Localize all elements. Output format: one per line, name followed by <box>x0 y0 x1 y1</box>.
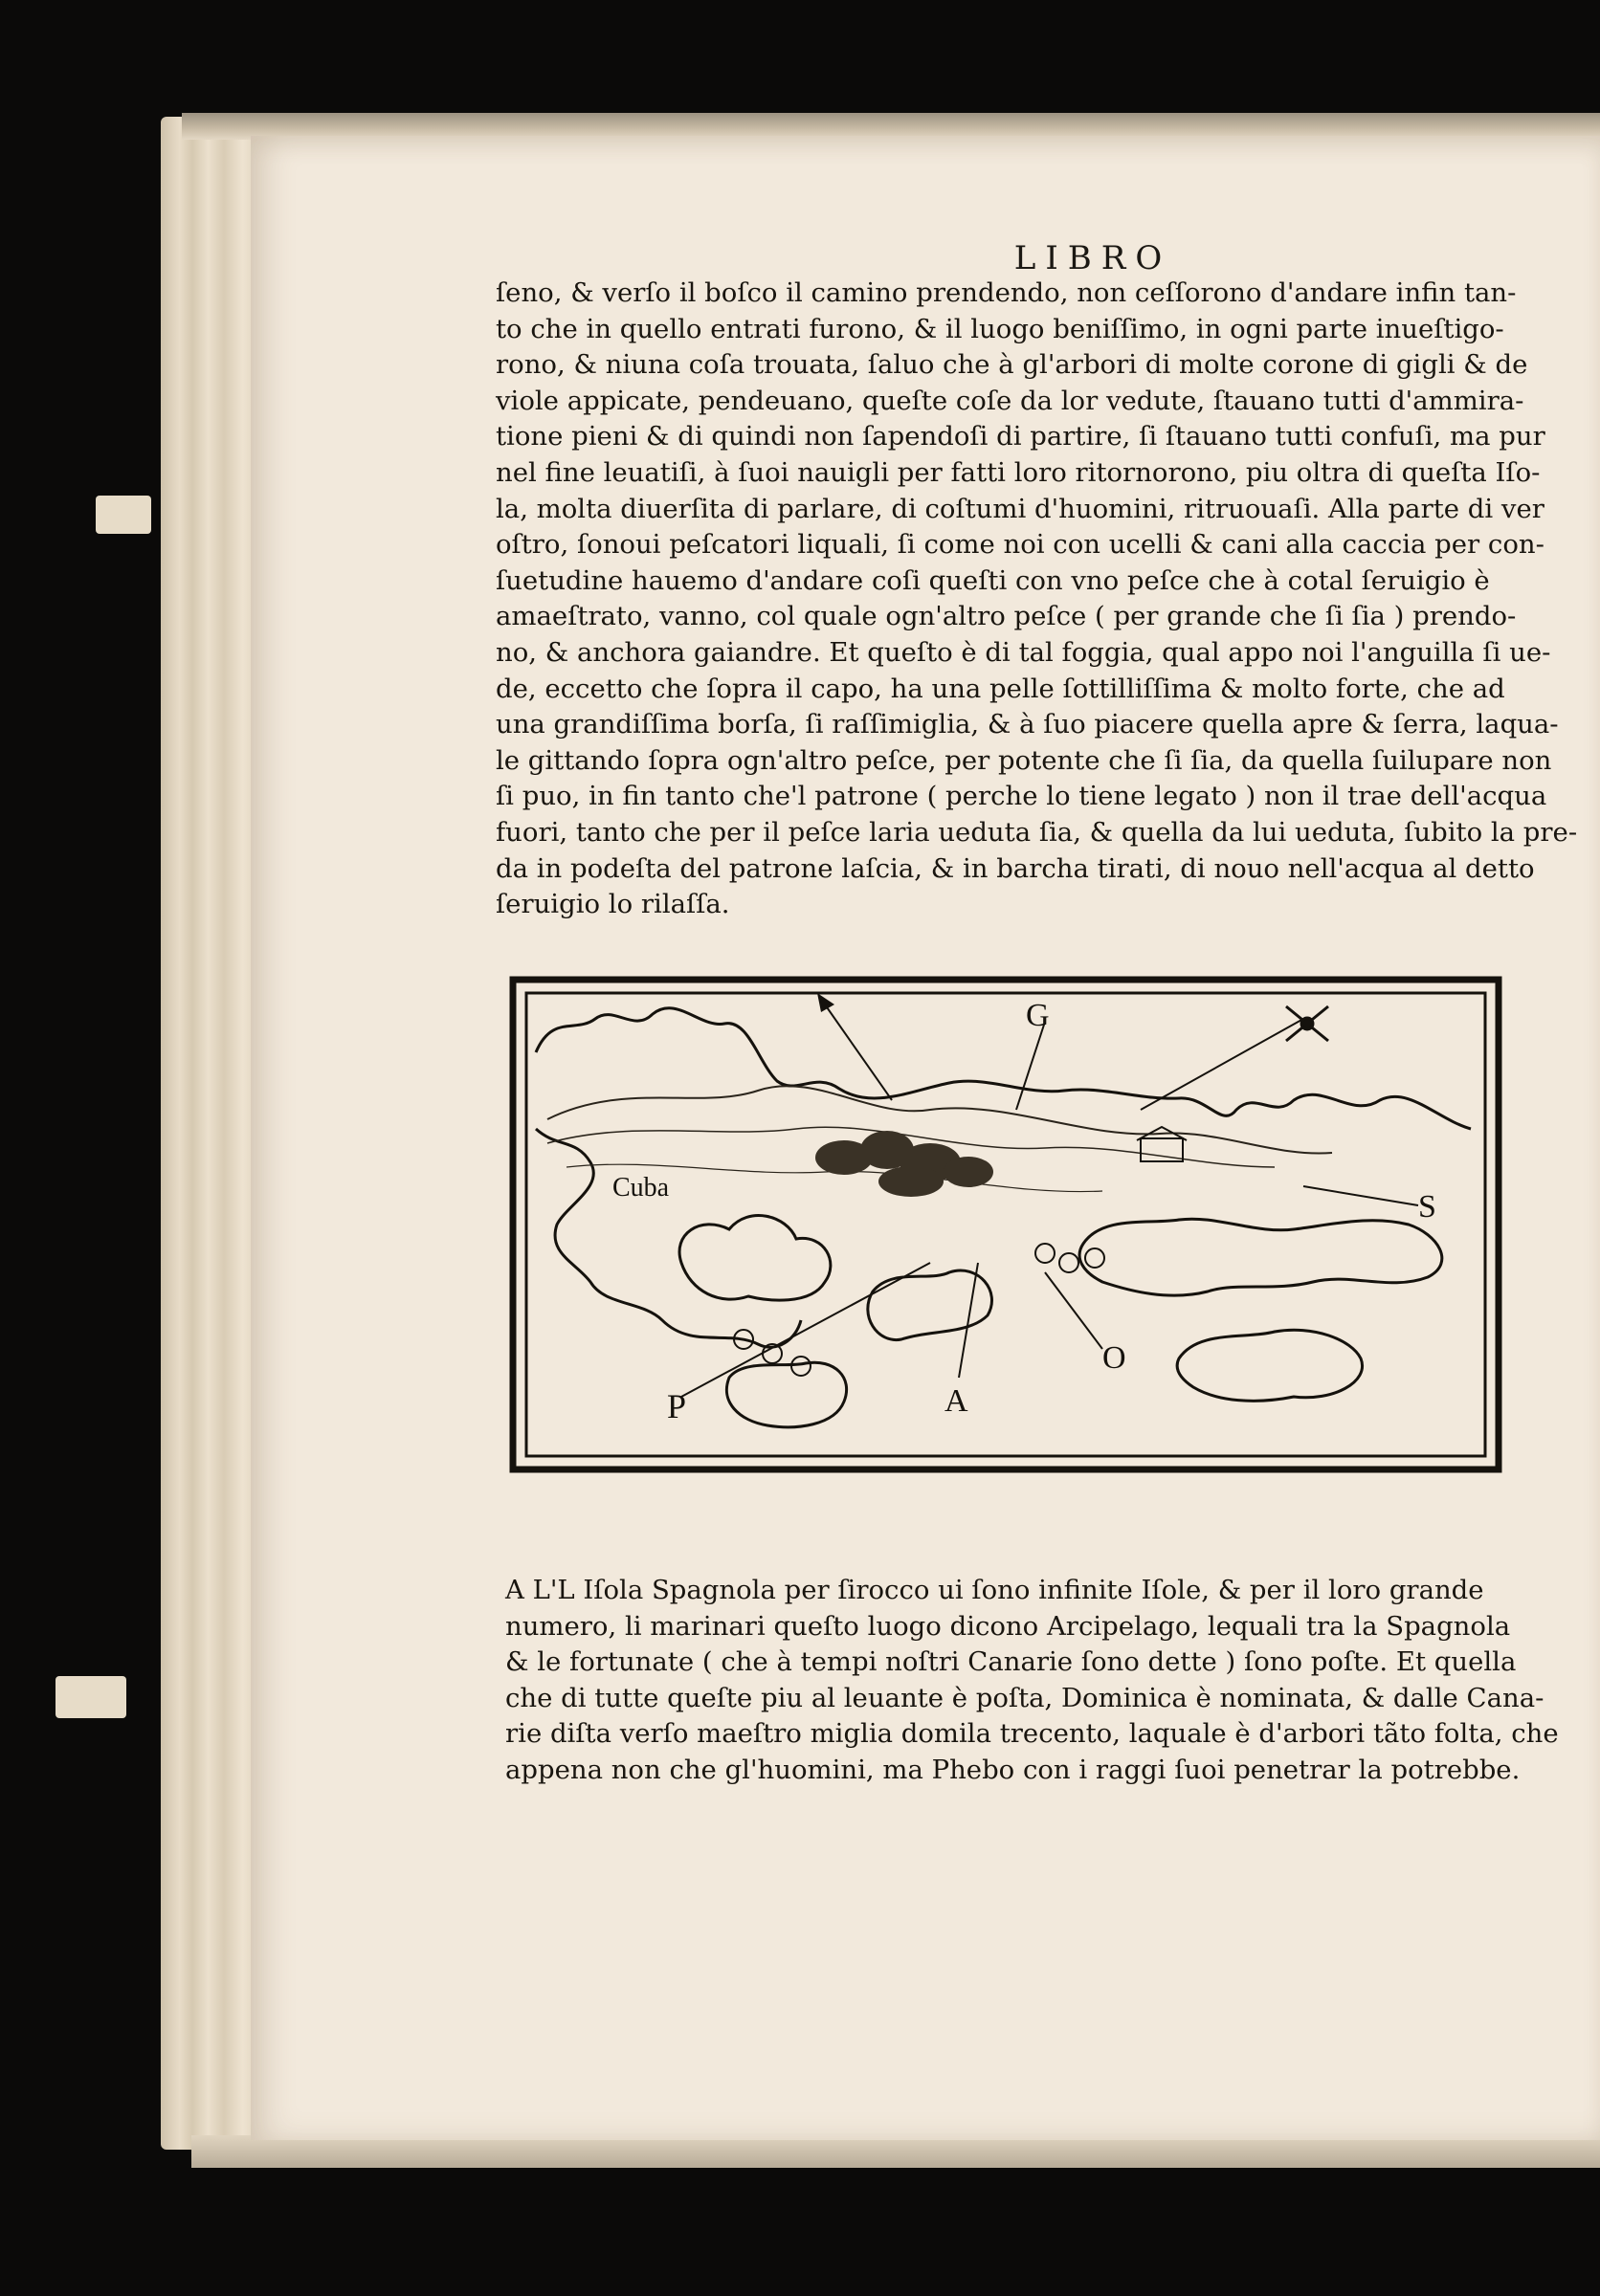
text-line: A L'L Iſola Spagnola per ſirocco ui ſono infinite Iſole, & per il loro grande <box>505 1575 1484 1605</box>
text-line: viole appicate, pendeuano, queſte coſe da lor vedute, ſtauano tutti d'ammira- <box>496 385 1524 416</box>
direction-line-p <box>681 1263 930 1397</box>
direction-line-ne <box>1141 1019 1303 1110</box>
text-line: fuori, tanto che per il peſce laria ueduta ſia, & quella da lui ueduta, ſubito la pre- <box>496 816 1578 848</box>
direction-line-g <box>1016 1022 1045 1110</box>
tab-marker-bottom <box>56 1676 126 1718</box>
text-line: nel fine leuatiſi, à ſuoi nauigli per fatti loro ritornorono, piu oltra di queſta Iſo- <box>496 456 1541 488</box>
island-2 <box>868 1270 992 1340</box>
text-line: tione pieni & di quindi non ſapendoſi di partire, ſi ſtauano tutti confuſi, ma pur <box>496 421 1545 453</box>
text-line: numero, li marinari queſto luogo dicono Arcipelago, lequali tra la Spagnola <box>505 1610 1511 1642</box>
island-1 <box>679 1216 831 1301</box>
text-line: ſeno, & verſo il boſco il camino prendendo, non ceſſorono d'andare infin tan- <box>496 277 1517 308</box>
islets <box>734 1244 1104 1376</box>
text-line: ſeruigio lo rilaſſa. <box>496 889 730 920</box>
woodcut-map <box>509 976 1504 1473</box>
text-line: & le fortunate ( che à tempi noſtri Canarie ſono dette ) ſono poſte. Et quella <box>505 1646 1517 1678</box>
island-label-cuba: Cuba <box>612 1173 670 1203</box>
island-5 <box>726 1362 846 1427</box>
coastline-west <box>536 1129 801 1347</box>
text-line: la, molta diuerſita di parlare, di coſtumi d'huomini, ritruouaſi. Alla parte di ver <box>496 493 1544 524</box>
text-line: to che in quello entrati furono, & il luogo beniſſimo, in ogni parte inueſtigo- <box>496 313 1504 344</box>
text-line: una grandiſſima borſa, ſi raſſimiglia, & à ſuo piacere quella apre & ſerra, laqua- <box>496 709 1559 740</box>
running-head: LIBRO <box>1013 239 1172 277</box>
text-line: oſtro, ſonoui peſcatori liquali, ſi come noi con ucelli & cani alla caccia per con- <box>496 529 1544 561</box>
island-3 <box>1079 1219 1442 1295</box>
page <box>251 136 1600 2140</box>
hills <box>547 1086 1332 1153</box>
compass-star <box>1286 1006 1328 1041</box>
island-4 <box>1177 1330 1362 1401</box>
woodcut-frame-outer <box>513 980 1499 1469</box>
text-line: che di tutte queſte piu al leuante è poſta, Dominica è nominata, & dalle Cana- <box>505 1682 1544 1713</box>
trees <box>815 1131 993 1197</box>
coastline-north <box>536 1008 1471 1129</box>
direction-line-s <box>1303 1186 1418 1205</box>
text-line: appena non che gl'huomini, ma Phebo con i raggi ſuoi penetrar la potrebbe. <box>505 1754 1521 1785</box>
map-letter-g: G <box>1026 998 1050 1033</box>
text-line: le gittando ſopra ogn'altro peſce, per potente che ſi ſia, da quella ſuilupare non <box>496 744 1552 776</box>
text-line: ſi puo, in fin tanto che'l patrone ( perche lo tiene legato ) non il trae dell'acqua <box>496 781 1547 812</box>
map-letter-p: P <box>667 1387 687 1425</box>
text-line: de, eccetto che ſopra il capo, ha una pelle ſottilliſſima & molto forte, che ad <box>496 673 1505 704</box>
text-line: rono, & niuna coſa trouata, ſaluo che à gl'arbori di molte corone di gigli & de <box>496 349 1528 381</box>
text-line: ſuetudine hauemo d'andare coſi queſti con vno peſce che à cotal ſeruigio è <box>496 564 1490 596</box>
text-line: amaeſtrato, vanno, col quale ogn'altro peſce ( per grande che ſi ſia ) prendo- <box>496 601 1517 632</box>
map-letter-s: S <box>1418 1189 1436 1225</box>
map-letter-o: O <box>1102 1340 1126 1376</box>
text-line: da in podeſta del patrone laſcia, & in barcha tirati, di nouo nell'acqua al detto <box>496 852 1535 884</box>
arrow-head <box>817 993 834 1012</box>
text-line: no, & anchora gaiandre. Et queſto è di tal foggia, qual appo noi l'anguilla ſi ue- <box>496 636 1551 668</box>
direction-line-o <box>1045 1272 1102 1349</box>
bottom-edge <box>191 2135 1600 2168</box>
tab-marker-top <box>96 496 151 534</box>
paragraph-1 <box>496 276 1578 923</box>
map-letter-a: A <box>944 1383 968 1419</box>
paragraph-2 <box>505 1573 1559 1789</box>
direction-line-a <box>959 1263 978 1378</box>
text-line: rie diſta verſo maeſtro miglia domila trecento, laquale è d'arbori tãto folta, che <box>505 1718 1559 1750</box>
